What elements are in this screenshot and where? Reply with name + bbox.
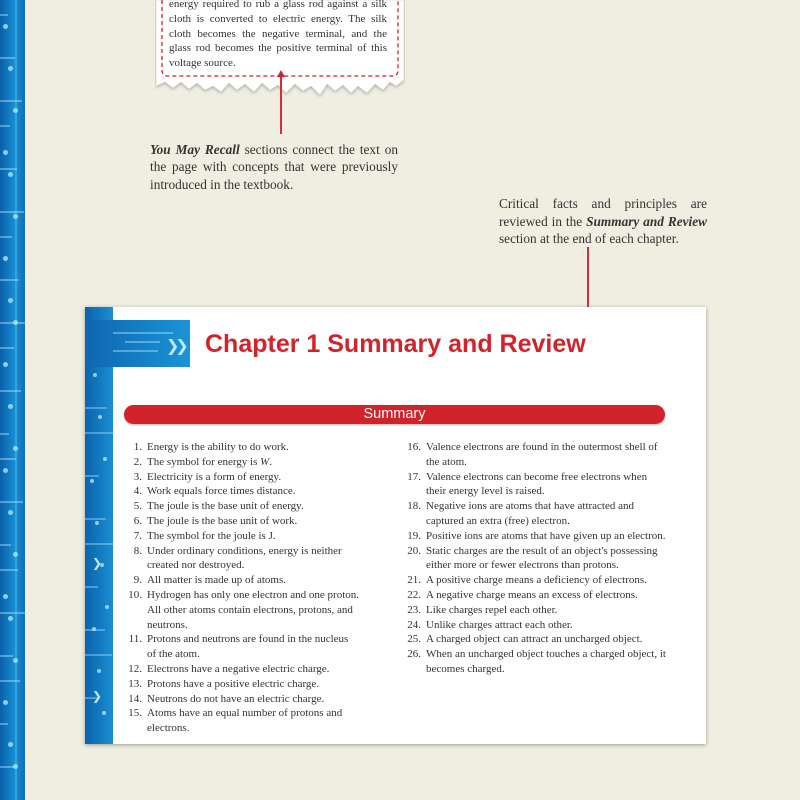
circuit-trace xyxy=(0,655,13,657)
summary-item-text: A positive charge means a deficiency of electrons. xyxy=(426,574,647,587)
summary-item-number: 13. xyxy=(128,677,142,690)
circuit-node xyxy=(8,616,13,621)
you-may-recall-annotation xyxy=(150,141,398,193)
summary-item-number: 11. xyxy=(128,633,142,646)
circuit-trace xyxy=(0,14,8,16)
summary-item-text: Neutrons do not have an electric charge. xyxy=(147,692,325,705)
summary-item xyxy=(121,677,359,692)
summary-heading-band xyxy=(124,405,665,424)
summary-item-number: 24. xyxy=(407,618,421,631)
circuit-trace xyxy=(0,279,19,281)
circuit-node xyxy=(102,711,106,715)
summary-item-text: Valence electrons are found in the outermost shell of the atom. xyxy=(426,441,658,468)
page-circuit-strip xyxy=(85,307,113,744)
circuit-trace xyxy=(0,390,21,392)
circuit-node xyxy=(3,594,8,599)
circuit-node xyxy=(13,552,18,557)
circuit-trace xyxy=(85,518,106,520)
summary-item xyxy=(121,588,359,632)
summary-list-right xyxy=(400,440,666,677)
summary-item-text: Positive ions are atoms that have given up an electron. xyxy=(426,529,666,542)
circuit-node xyxy=(8,510,13,515)
circuit-node xyxy=(93,373,97,377)
summary-item-number: 19. xyxy=(407,529,421,542)
circuit-node xyxy=(3,150,8,155)
circuit-node xyxy=(105,605,109,609)
summary-item xyxy=(400,573,666,588)
summary-item-text: Unlike charges attract each other. xyxy=(426,618,573,631)
circuit-trace xyxy=(0,211,24,213)
circuit-node xyxy=(95,521,99,525)
summary-item xyxy=(121,440,359,455)
summary-item xyxy=(400,618,666,633)
summary-item-text: The symbol for energy is xyxy=(147,455,261,468)
circuit-trace xyxy=(85,586,98,588)
summary-item-number: 21. xyxy=(407,574,421,587)
circuit-trace xyxy=(0,544,11,546)
summary-item-suffix: . xyxy=(269,455,273,468)
summary-item-text: Valence electrons can become free electrons when their energy level is raised. xyxy=(426,470,648,498)
summary-item-number: 12. xyxy=(128,662,142,675)
summary-item-symbol: W xyxy=(260,455,270,468)
circuit-node xyxy=(8,66,13,71)
summary-item-text: Like charges repel each other. xyxy=(426,603,558,616)
summary-item-number: 8. xyxy=(133,544,142,557)
circuit-node xyxy=(98,415,102,419)
circuit-trace xyxy=(85,543,113,545)
callout-text: energy required to rub a glass rod against a silk cloth is converted to electric energy. The silk cloth becomes the negative terminal, and the glass rod becomes the positive terminal of this voltage source. xyxy=(169,0,387,70)
circuit-trace xyxy=(0,612,25,614)
circuit-node xyxy=(3,468,8,473)
summary-item-text: Static charges are the result of an object's possessing either more or fewer electrons than protons. xyxy=(426,544,658,572)
summary-item-number: 17. xyxy=(407,470,421,483)
summary-item-number: 20. xyxy=(407,544,421,557)
summary-item-text: The joule is the base unit of work. xyxy=(147,514,298,527)
circuit-board-side-strip xyxy=(0,0,25,800)
summary-list-left xyxy=(121,440,359,736)
summary-item-number: 14. xyxy=(128,692,142,705)
summary-item-text: Energy is the ability to do work. xyxy=(147,441,289,453)
summary-item xyxy=(121,484,359,499)
circuit-trace xyxy=(85,407,107,409)
summary-review-annotation xyxy=(499,195,707,248)
review-emphasis: Summary and Review xyxy=(586,213,707,229)
summary-item-text: Electrons have a negative electric charge. xyxy=(147,662,330,675)
summary-item xyxy=(400,632,666,647)
summary-item-number: 4. xyxy=(133,485,142,498)
circuit-node xyxy=(3,256,8,261)
summary-item xyxy=(400,603,666,618)
circuit-node xyxy=(13,764,18,769)
header-circuit-band xyxy=(85,320,190,367)
chapter-title: Chapter 1 Summary and Review xyxy=(205,330,586,358)
summary-item-number: 25. xyxy=(407,633,421,646)
summary-item xyxy=(121,632,359,662)
chevron-right-icon: ❯❯ xyxy=(166,336,185,355)
summary-item-number: 23. xyxy=(407,603,421,616)
chevron-right-icon: ❯ xyxy=(92,689,103,703)
circuit-trace xyxy=(0,236,12,238)
circuit-node xyxy=(3,362,8,367)
circuit-node xyxy=(13,658,18,663)
chevron-right-icon: ❯ xyxy=(92,556,103,570)
summary-item-text: When an uncharged object touches a charged object, it becomes charged. xyxy=(426,648,666,675)
summary-item xyxy=(400,470,666,500)
circuit-node xyxy=(8,742,13,747)
review-text-before: Critical facts and principles are reviewed in the xyxy=(499,196,707,229)
circuit-node xyxy=(3,24,8,29)
circuit-trace xyxy=(0,723,8,725)
summary-item xyxy=(400,588,666,603)
circuit-trace xyxy=(0,458,16,460)
summary-item xyxy=(400,647,666,677)
summary-item-text: Protons and neutrons are found in the nucleus of the atom. xyxy=(147,633,349,661)
summary-item-number: 5. xyxy=(133,500,142,513)
summary-item-text: The joule is the base unit of energy. xyxy=(147,500,304,513)
circuit-trace xyxy=(85,475,99,477)
summary-item xyxy=(400,440,666,470)
summary-item-number: 15. xyxy=(128,707,142,720)
summary-item-number: 7. xyxy=(133,529,142,542)
summary-item xyxy=(121,514,359,529)
recall-connector-arrowhead xyxy=(277,70,285,77)
summary-item xyxy=(400,499,666,529)
summary-item-number: 9. xyxy=(133,574,142,587)
summary-item-number: 3. xyxy=(133,470,142,483)
summary-item-text: All matter is made up of atoms. xyxy=(147,574,286,587)
circuit-trace xyxy=(0,100,22,102)
circuit-node xyxy=(8,404,13,409)
summary-item xyxy=(121,692,359,707)
circuit-node xyxy=(13,446,18,451)
circuit-trace xyxy=(85,654,112,656)
recall-text: sections connect the text on the page with concepts that were previously introduced in the textbook. xyxy=(150,142,398,192)
summary-item-text: Hydrogen has only one electron and one proton. All other atoms contain electrons, protons, and neutrons. xyxy=(147,588,359,631)
circuit-node xyxy=(90,479,94,483)
summary-item-text: Protons have a positive electric charge. xyxy=(147,677,320,690)
circuit-trace xyxy=(0,569,18,571)
circuit-node xyxy=(8,298,13,303)
summary-item xyxy=(121,455,359,470)
summary-item-text: The symbol for the joule is J. xyxy=(147,529,276,542)
summary-item-text: Atoms have an equal number of protons and electrons. xyxy=(147,707,343,735)
circuit-trace xyxy=(0,168,17,170)
circuit-node xyxy=(103,457,107,461)
summary-item-number: 2. xyxy=(133,455,142,468)
summary-item-text: A negative charge means an excess of electrons. xyxy=(426,588,638,601)
recall-emphasis: You May Recall xyxy=(150,142,240,157)
circuit-trace xyxy=(0,57,15,59)
summary-item xyxy=(121,544,359,574)
summary-item xyxy=(400,544,666,574)
summary-item-number: 1. xyxy=(133,441,142,453)
summary-item-number: 6. xyxy=(133,514,142,527)
circuit-node xyxy=(13,108,18,113)
summary-item xyxy=(400,529,666,544)
summary-item-text: A charged object can attract an uncharged object. xyxy=(426,633,643,646)
summary-item-number: 16. xyxy=(407,441,421,453)
summary-item xyxy=(121,662,359,677)
review-connector-line xyxy=(587,247,589,314)
summary-item-number: 26. xyxy=(407,648,421,661)
summary-item-text: Electricity is a form of energy. xyxy=(147,470,282,483)
summary-item xyxy=(121,529,359,544)
summary-item-number: 10. xyxy=(128,588,142,601)
circuit-trace xyxy=(0,125,10,127)
circuit-node xyxy=(97,669,101,673)
circuit-node xyxy=(92,627,96,631)
circuit-node xyxy=(13,320,18,325)
circuit-trace xyxy=(0,501,23,503)
summary-heading: Summary xyxy=(363,406,426,422)
circuit-node xyxy=(8,172,13,177)
summary-item-number: 18. xyxy=(407,500,421,513)
review-text-after: section at the end of each chapter. xyxy=(499,231,679,246)
circuit-node xyxy=(13,214,18,219)
circuit-trace xyxy=(0,347,14,349)
summary-item-text: Under ordinary conditions, energy is neither created nor destroyed. xyxy=(147,544,342,572)
circuit-node xyxy=(3,700,8,705)
summary-item-text: Work equals force times distance. xyxy=(147,485,296,498)
summary-item-number: 22. xyxy=(407,588,421,601)
chapter-summary-page xyxy=(85,307,706,744)
circuit-trace xyxy=(0,680,20,682)
summary-item xyxy=(121,470,359,485)
summary-item xyxy=(121,706,359,736)
circuit-trace xyxy=(0,433,9,435)
circuit-trace xyxy=(85,432,113,434)
recall-connector-line xyxy=(280,74,282,134)
summary-item-text: Negative ions are atoms that have attracted and captured an extra (free) electron. xyxy=(426,500,634,527)
summary-item xyxy=(121,573,359,588)
summary-item xyxy=(121,499,359,514)
